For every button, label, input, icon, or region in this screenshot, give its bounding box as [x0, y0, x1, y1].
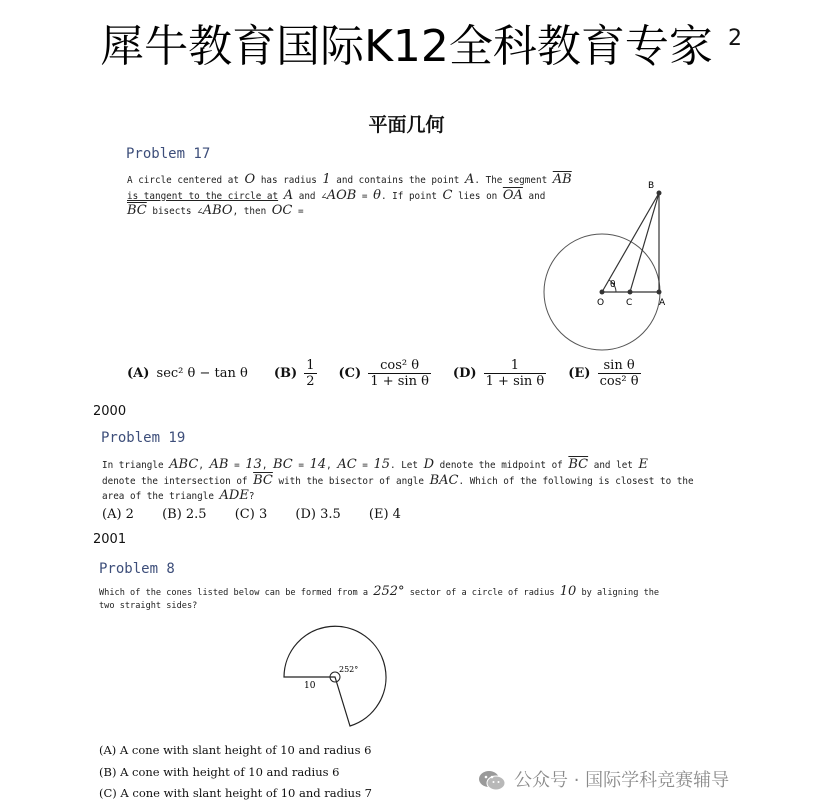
problem-17-title: Problem 17 [126, 146, 211, 162]
page-number: 2 [728, 26, 742, 51]
problem-17-line-3: $\overline{BC}$ bisects ∠ABO, then OC = [127, 203, 304, 218]
label-theta: θ [610, 280, 616, 290]
problem-17-figure [538, 172, 678, 352]
problem-17-text [127, 173, 572, 220]
sector-radius-label: 10 [304, 681, 316, 691]
problem-8-option-a: (A) A cone with slant height of 10 and radius 6 [99, 743, 372, 757]
problem-8-option-c: (C) A cone with slant height of 10 and radius 7 [99, 786, 372, 800]
point-o [600, 290, 605, 295]
choice-e: (E) $\frac{\text{sin θ}}{\text{cos² θ}}$ [568, 358, 639, 389]
page-header-title: 犀牛教育国际K12全科教育专家 [100, 21, 713, 72]
watermark [478, 766, 729, 792]
choice-c: (C) $\frac{\text{cos² θ}}{\text{1 + sin θ}}$ [338, 358, 429, 389]
segment-bc [630, 193, 659, 292]
choice-19-d: (D) 3.5 [295, 507, 341, 522]
watermark-text: 公众号 · 国际学科竞赛辅导 [514, 770, 730, 791]
problem-17-line-1: A circle centered at O has radius 1 and contains the point A. The segment $\overline{AB}$ [127, 172, 572, 187]
problem-17-line-2: is tangent to the circle at A and ∠AOB = θ. If point C lies on $\overline{OA}$ and [127, 187, 546, 203]
label-o: O [597, 298, 605, 308]
problem-19-line-3: area of the triangle ADE? [102, 488, 255, 503]
problem-8-text [99, 586, 659, 612]
problem-19-line-2: denote the intersection of $\overline{BC}$ with the bisector of angle BAC. Which of the following is closest to the [102, 472, 694, 488]
wechat-icon [478, 770, 506, 792]
problem-19-text [102, 458, 694, 505]
choice-d: (D) $\frac{1}{\text{1 + sin θ}}$ [452, 358, 545, 389]
problem-8-sector-figure [278, 620, 398, 735]
point-b [657, 191, 662, 196]
problem-19-choices [102, 507, 401, 522]
point-c [628, 290, 633, 295]
year-label-2001: 2001 [93, 532, 127, 547]
problem-8-title: Problem 8 [99, 561, 175, 577]
choice-19-e: (E) 4 [368, 507, 401, 522]
label-a: A [659, 298, 666, 308]
problem-8-line-2: two straight sides? [99, 600, 198, 611]
label-c: C [626, 298, 633, 308]
problem-17-choices [127, 358, 641, 389]
choice-19-b: (B) 2.5 [162, 507, 207, 522]
choice-a: (A) sec² θ − tan θ [127, 366, 248, 381]
point-a [657, 290, 662, 295]
year-label-2000: 2000 [93, 404, 127, 419]
segment-ob [602, 193, 659, 292]
choice-b: (B) $\frac{1}{2}$ [273, 358, 315, 389]
problem-19-line-1: In triangle ABC, AB = 13, BC = 14, AC = 15. Let D denote the midpoint of $\overline{BC}$ and let E [102, 457, 648, 472]
sector-outline [284, 626, 386, 726]
choice-19-a: (A) 2 [102, 507, 134, 522]
problem-8-option-b: (B) A cone with height of 10 and radius 6 [99, 765, 340, 779]
sector-angle-label: 252° [339, 665, 359, 674]
problem-19-title: Problem 19 [101, 430, 186, 446]
label-b: B [648, 181, 655, 191]
section-title: 平面几何 [368, 114, 445, 136]
problem-8-line-1: Which of the cones listed below can be formed from a 252° sector of a circle of radius 10 by aligning the [99, 584, 660, 599]
choice-19-c: (C) 3 [234, 507, 268, 522]
